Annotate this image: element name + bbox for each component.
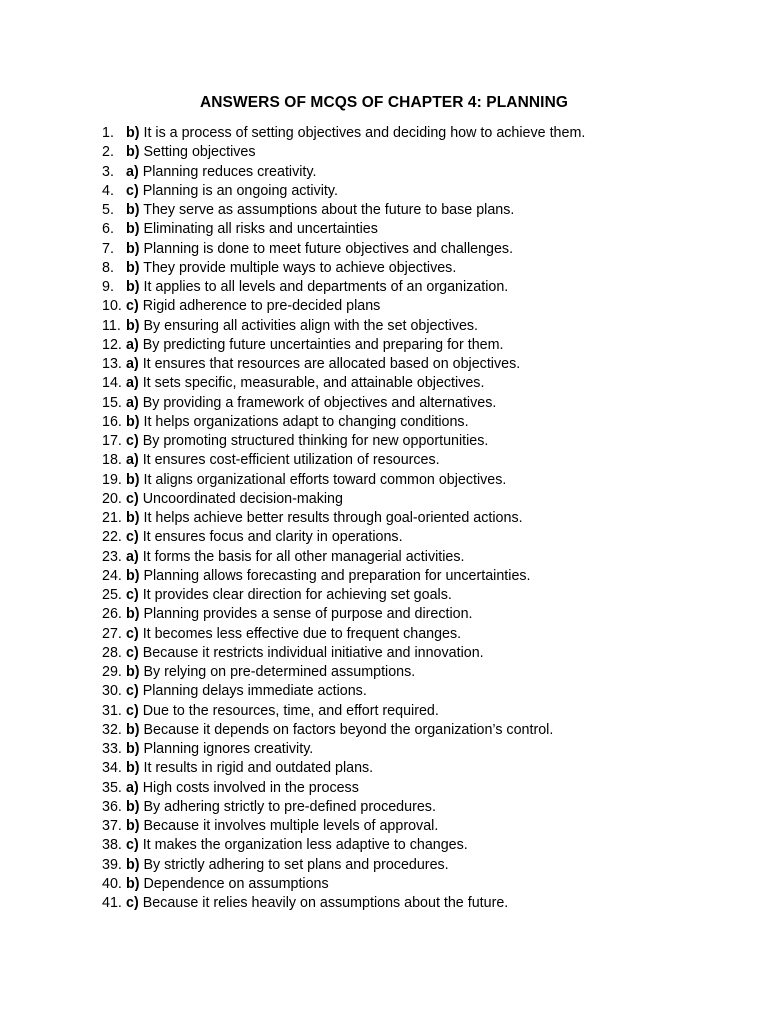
answer-number: 22. [102,529,122,546]
answer-number: 19. [102,471,122,488]
answer-number: 23. [102,548,122,565]
answer-text: It helps organizations adapt to changing conditions. [139,413,469,430]
answer-item [102,278,585,297]
answer-option: c) [126,683,139,700]
answer-item [102,836,585,855]
answer-number: 14. [102,375,122,392]
answer-text: By strictly adhering to set plans and procedures. [139,856,449,873]
answer-option: a) [126,375,139,392]
answer-option: a) [126,336,139,353]
answer-item [102,875,585,894]
answer-text: High costs involved in the process [138,779,359,796]
answer-number: 2. [102,144,114,161]
answer-item [102,297,585,316]
answer-item [102,490,585,509]
answer-number: 33. [102,741,122,757]
answer-text: Planning is done to meet future objectives and challenges. [139,240,514,257]
answer-number: 30. [102,683,122,700]
answer-number: 20. [102,490,122,507]
answer-option: b) [126,259,140,276]
answer-item [102,201,585,220]
answer-option: b) [126,413,140,430]
answer-option: c) [126,298,139,315]
answer-option: b) [126,567,140,584]
answer-option: c) [126,490,139,507]
answer-text: Uncoordinated decision-making [138,490,343,507]
answer-option: b) [126,856,140,873]
answer-number: 16. [102,413,122,430]
answer-option: c) [126,895,139,911]
answer-number: 15. [102,394,122,411]
answer-text: Planning is an ongoing activity. [138,182,338,199]
answer-option: b) [126,741,140,757]
answer-option: b) [126,279,140,295]
answer-option: b) [126,510,140,526]
answer-text: It ensures that resources are allocated based on objectives. [138,356,521,372]
answer-text: Eliminating all risks and uncertainties [139,221,378,238]
answer-number: 31. [102,702,122,719]
answer-text: By ensuring all activities align with the set objectives. [139,317,479,334]
answer-option: a) [126,163,139,180]
answer-item [102,182,585,201]
answer-number: 34. [102,760,122,777]
answer-text: Planning delays immediate actions. [138,683,367,700]
answer-number: 41. [102,895,122,911]
answer-number: 6. [102,221,114,238]
answer-item [102,798,585,817]
answer-item [102,471,585,490]
answer-text: It aligns organizational efforts toward common objectives. [139,471,507,488]
answer-option: c) [126,529,139,546]
answer-text: It sets specific, measurable, and attainable objectives. [138,375,485,392]
answer-option: b) [126,818,140,834]
answer-item [102,124,585,143]
answer-item [102,759,585,778]
answer-text: By providing a framework of objectives and alternatives. [138,394,497,411]
answer-number: 24. [102,567,122,584]
answer-text: By predicting future uncertainties and preparing for them. [138,336,504,353]
answer-item [102,451,585,470]
answer-text: Planning provides a sense of purpose and direction. [139,606,473,623]
answer-number: 3. [102,163,114,180]
answer-text: Dependence on assumptions [139,875,329,892]
answer-text: They serve as assumptions about the future to base plans. [139,202,515,218]
answer-option: c) [126,644,139,661]
answer-option: b) [126,875,140,892]
answer-option: c) [126,587,139,603]
answer-item [102,682,585,701]
answer-item [102,856,585,875]
answer-number: 36. [102,798,122,815]
answer-item [102,432,585,451]
answer-option: c) [126,702,139,719]
answer-number: 8. [102,259,114,276]
answer-option: a) [126,394,139,411]
answer-text: Because it restricts individual initiative and innovation. [138,644,484,661]
answer-number: 29. [102,664,122,680]
answer-item [102,528,585,547]
answer-text: By adhering strictly to pre-defined procedures. [139,798,436,815]
answer-option: b) [126,221,140,238]
answer-text: Rigid adherence to pre-decided plans [138,298,381,315]
answer-text: It forms the basis for all other managerial activities. [138,548,465,565]
answer-text: It results in rigid and outdated plans. [139,760,374,777]
answer-text: It provides clear direction for achieving set goals. [138,587,452,603]
answer-text: Because it involves multiple levels of approval. [139,818,439,834]
answer-number: 10. [102,298,122,315]
answer-item [102,413,585,432]
answer-number: 7. [102,240,114,257]
answer-item [102,355,585,374]
answer-option: b) [126,125,140,141]
answer-text: Because it depends on factors beyond the organization’s control. [139,721,554,738]
answer-text: It becomes less effective due to frequent changes. [138,625,462,642]
answer-option: b) [126,144,140,161]
answer-option: b) [126,606,140,623]
answer-item [102,509,585,528]
answer-number: 18. [102,452,122,469]
answer-text: It makes the organization less adaptive to changes. [138,837,468,854]
answer-text: They provide multiple ways to achieve objectives. [139,259,457,276]
answer-option: b) [126,721,140,738]
answer-number: 13. [102,356,122,372]
answer-option: c) [126,433,139,449]
answer-number: 37. [102,818,122,834]
answer-number: 39. [102,856,122,873]
answer-option: a) [126,548,139,565]
answer-list [102,124,585,913]
answer-number: 32. [102,721,122,738]
answer-text: Because it relies heavily on assumptions about the future. [138,895,509,911]
answer-item [102,740,585,759]
answer-text: Planning reduces creativity. [138,163,317,180]
answer-item [102,605,585,624]
answer-text: It helps achieve better results through goal-oriented actions. [139,510,523,526]
answer-item [102,663,585,682]
answer-number: 4. [102,182,114,199]
answer-option: b) [126,202,140,218]
answer-item [102,163,585,182]
answer-option: c) [126,625,139,642]
answer-item [102,817,585,836]
answer-number: 9. [102,279,114,295]
answer-item [102,336,585,355]
answer-option: a) [126,779,139,796]
answer-option: b) [126,471,140,488]
answer-text: Planning allows forecasting and preparation for uncertainties. [139,567,531,584]
answer-number: 21. [102,510,122,526]
answer-item [102,317,585,336]
answer-option: c) [126,837,139,854]
answer-item [102,721,585,740]
answer-number: 12. [102,336,122,353]
answer-option: c) [126,182,139,199]
answer-item [102,143,585,162]
answer-option: b) [126,240,140,257]
answer-text: By relying on pre-determined assumptions. [139,664,416,680]
answer-item [102,586,585,605]
answer-option: a) [126,452,139,469]
answer-item [102,220,585,239]
answer-number: 1. [102,125,114,141]
answer-text: It applies to all levels and departments of an organization. [139,279,509,295]
answer-text: It is a process of setting objectives and deciding how to achieve them. [139,125,586,141]
answer-item [102,259,585,278]
answer-item [102,548,585,567]
answer-option: b) [126,317,140,334]
answer-number: 35. [102,779,122,796]
answer-number: 40. [102,875,122,892]
answer-number: 17. [102,433,122,449]
answer-text: It ensures focus and clarity in operations. [138,529,403,546]
answer-item [102,644,585,663]
answer-number: 26. [102,606,122,623]
answer-item [102,374,585,393]
answer-option: b) [126,798,140,815]
answer-number: 38. [102,837,122,854]
answer-item [102,240,585,259]
answer-item [102,779,585,798]
answer-item [102,702,585,721]
answer-item [102,625,585,644]
answer-number: 5. [102,202,114,218]
answer-text: It ensures cost-efficient utilization of resources. [138,452,440,469]
answer-option: a) [126,356,139,372]
answer-item [102,567,585,586]
answer-number: 28. [102,644,122,661]
answer-text: Due to the resources, time, and effort required. [138,702,439,719]
answer-item [102,394,585,413]
page-title: ANSWERS OF MCQS OF CHAPTER 4: PLANNING [199,94,569,111]
answer-number: 11. [102,317,121,334]
answer-number: 25. [102,587,122,603]
answer-number: 27. [102,625,122,642]
answer-option: b) [126,664,140,680]
answer-option: b) [126,760,140,777]
answer-text: Planning ignores creativity. [139,741,314,757]
answer-text: By promoting structured thinking for new opportunities. [138,433,489,449]
answer-text: Setting objectives [139,144,256,161]
answer-item [102,894,585,913]
